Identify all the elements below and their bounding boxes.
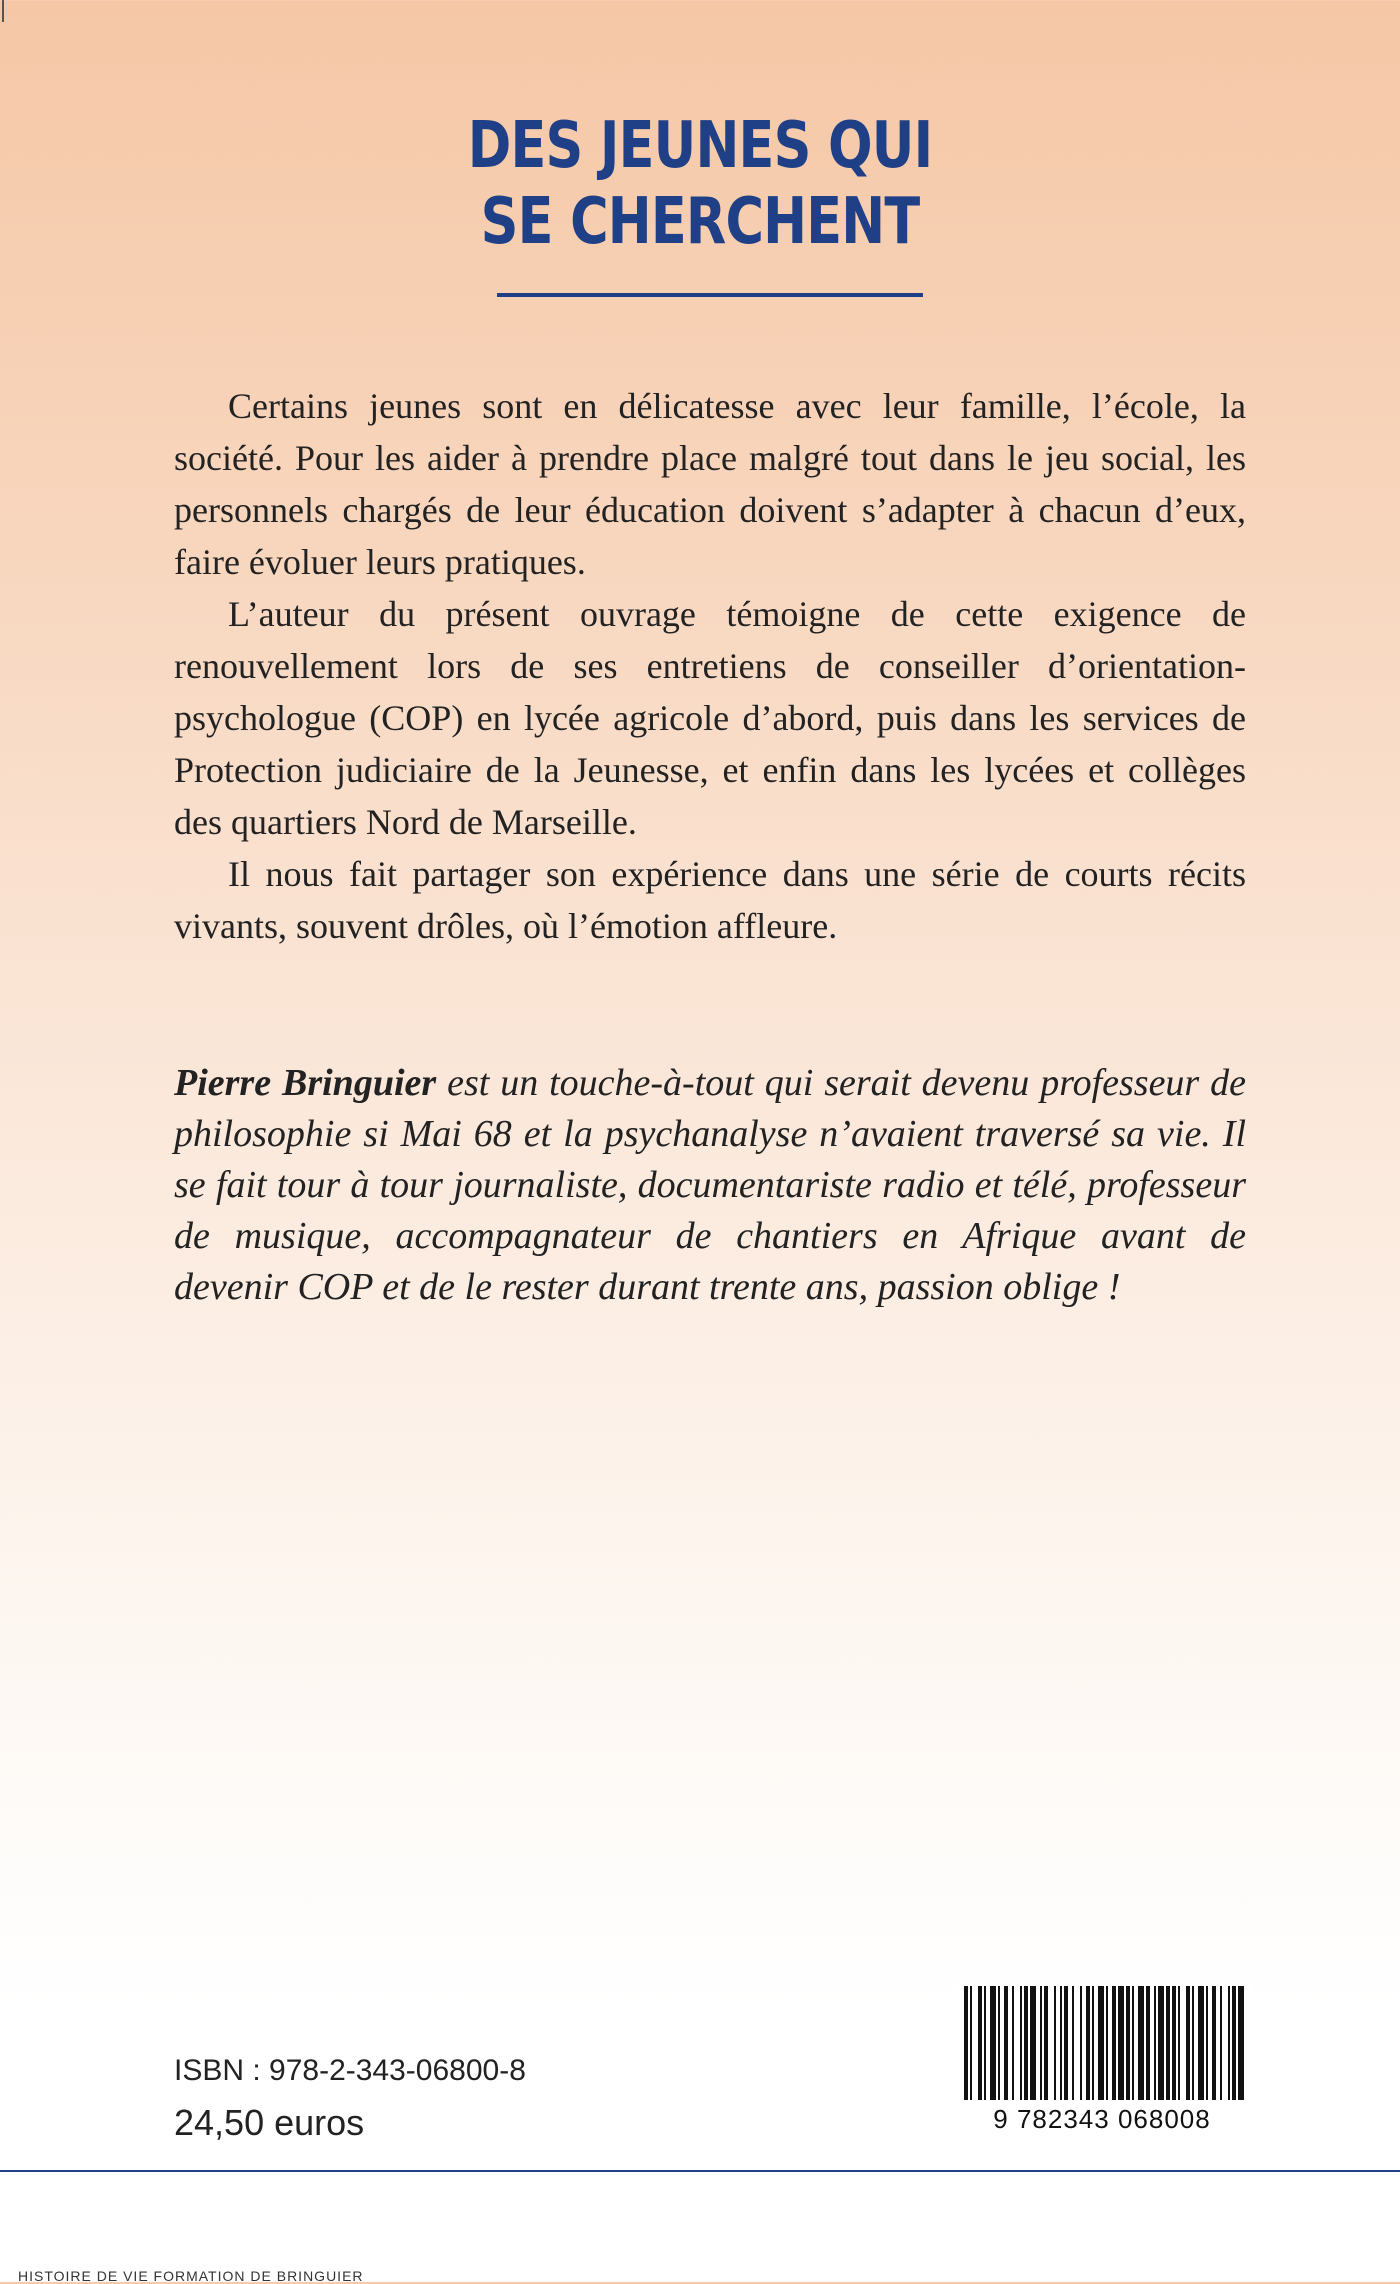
author-bio bbox=[174, 1058, 1246, 1313]
bottom-divider bbox=[0, 2170, 1400, 2172]
barcode-bar bbox=[1044, 1986, 1048, 2100]
barcode-bar bbox=[1166, 1986, 1170, 2100]
barcode-bar bbox=[1138, 1986, 1144, 2100]
barcode-bar bbox=[1126, 1986, 1130, 2100]
barcode-bar bbox=[1106, 1986, 1108, 2100]
barcode-bar bbox=[1024, 1986, 1028, 2100]
barcode-bar bbox=[1072, 1986, 1074, 2100]
barcode-bar bbox=[1098, 1986, 1104, 2100]
footer-text: HISTOIRE DE VIE FORMATION DE BRINGUIER bbox=[18, 2268, 364, 2284]
author-bio-text: est un touche-à-tout qui serait devenu professeur de philosophie si Mai 68 et la psychanalyse n’avaient traversé sa vie. Il se fait tour à tour journaliste, documentariste radio et télé, professeur de musique, accompagnateur de chantiers en Afrique avant de devenir COP et de le rester durant trente ans, passion oblige ! bbox=[174, 1062, 1247, 1308]
title-line-2: SE CHERCHENT bbox=[480, 185, 920, 259]
barcode-bar bbox=[1132, 1986, 1134, 2100]
barcode-bar bbox=[984, 1986, 986, 2100]
barcode-bar bbox=[1060, 1986, 1062, 2100]
barcode-bar bbox=[1206, 1986, 1208, 2100]
barcode-bar bbox=[1158, 1986, 1164, 2100]
barcode-bar bbox=[978, 1986, 982, 2100]
isbn: ISBN : 978-2-343-06800-8 bbox=[174, 2054, 526, 2087]
title-line-1: DES JEUNES QUI bbox=[467, 109, 933, 183]
barcode-bar bbox=[1092, 1986, 1094, 2100]
barcode-bar bbox=[1040, 1986, 1042, 2100]
barcode-bar bbox=[1228, 1986, 1230, 2100]
barcode-bar bbox=[1212, 1986, 1216, 2100]
book-title bbox=[126, 108, 1274, 260]
barcode-bars bbox=[964, 1986, 1244, 2100]
barcode-bar bbox=[1154, 1986, 1156, 2100]
barcode-bar bbox=[1198, 1986, 1204, 2100]
barcode-bar bbox=[1178, 1986, 1180, 2100]
barcode-bar bbox=[990, 1986, 996, 2100]
barcode-bar bbox=[1112, 1986, 1116, 2100]
author-name: Pierre Bringuier bbox=[174, 1062, 437, 1104]
barcode-bar bbox=[1192, 1986, 1194, 2100]
barcode-bar bbox=[970, 1986, 972, 2100]
barcode-bar bbox=[1086, 1986, 1090, 2100]
barcode-bar bbox=[1004, 1986, 1008, 2100]
summary-paragraph-3: Il nous fait partager son expérience dans une série de courts récits vivants, souvent drôles, où l’émotion affleure. bbox=[174, 854, 1246, 946]
barcode-bar bbox=[964, 1986, 968, 2100]
barcode-bar bbox=[1220, 1986, 1222, 2100]
barcode-bar bbox=[1020, 1986, 1022, 2100]
barcode-number: 9 782343 068008 bbox=[993, 2104, 1211, 2132]
title-underline bbox=[497, 293, 923, 297]
barcode-bar bbox=[1232, 1986, 1236, 2100]
barcode-bar bbox=[1186, 1986, 1190, 2100]
barcode-bar bbox=[1080, 1986, 1082, 2100]
trim-mark bbox=[2, 0, 4, 22]
price: 24,50 euros bbox=[174, 2102, 365, 2143]
barcode-bar bbox=[1012, 1986, 1014, 2100]
barcode-bar bbox=[1172, 1986, 1176, 2100]
barcode bbox=[952, 1982, 1252, 2132]
barcode-bar bbox=[1118, 1986, 1124, 2100]
barcode-bar bbox=[1064, 1986, 1068, 2100]
summary-paragraph-2: L’auteur du présent ouvrage témoigne de cette exigence de renouvellement lors de ses entretiens de conseiller d’orientation-psychologue (COP) en lycée agricole d’abord, puis dans les services de Protection judiciaire de la Jeunesse, et enfin dans les lycées et collèges des quartiers Nord de Marseille. bbox=[174, 594, 1246, 842]
summary-paragraph-1: Certains jeunes sont en délicatesse avec leur famille, l’école, la société. Pour les aider à prendre place malgré tout dans le jeu social, les personnels chargés de leur éducation doivent s’adapter à chacun d’eux, faire évoluer leurs pratiques. bbox=[174, 386, 1246, 582]
barcode-bar bbox=[1030, 1986, 1036, 2100]
summary-text bbox=[174, 380, 1246, 952]
barcode-bar bbox=[1146, 1986, 1150, 2100]
barcode-bar bbox=[998, 1986, 1000, 2100]
barcode-bar bbox=[1238, 1986, 1244, 2100]
barcode-bar bbox=[1054, 1986, 1056, 2100]
